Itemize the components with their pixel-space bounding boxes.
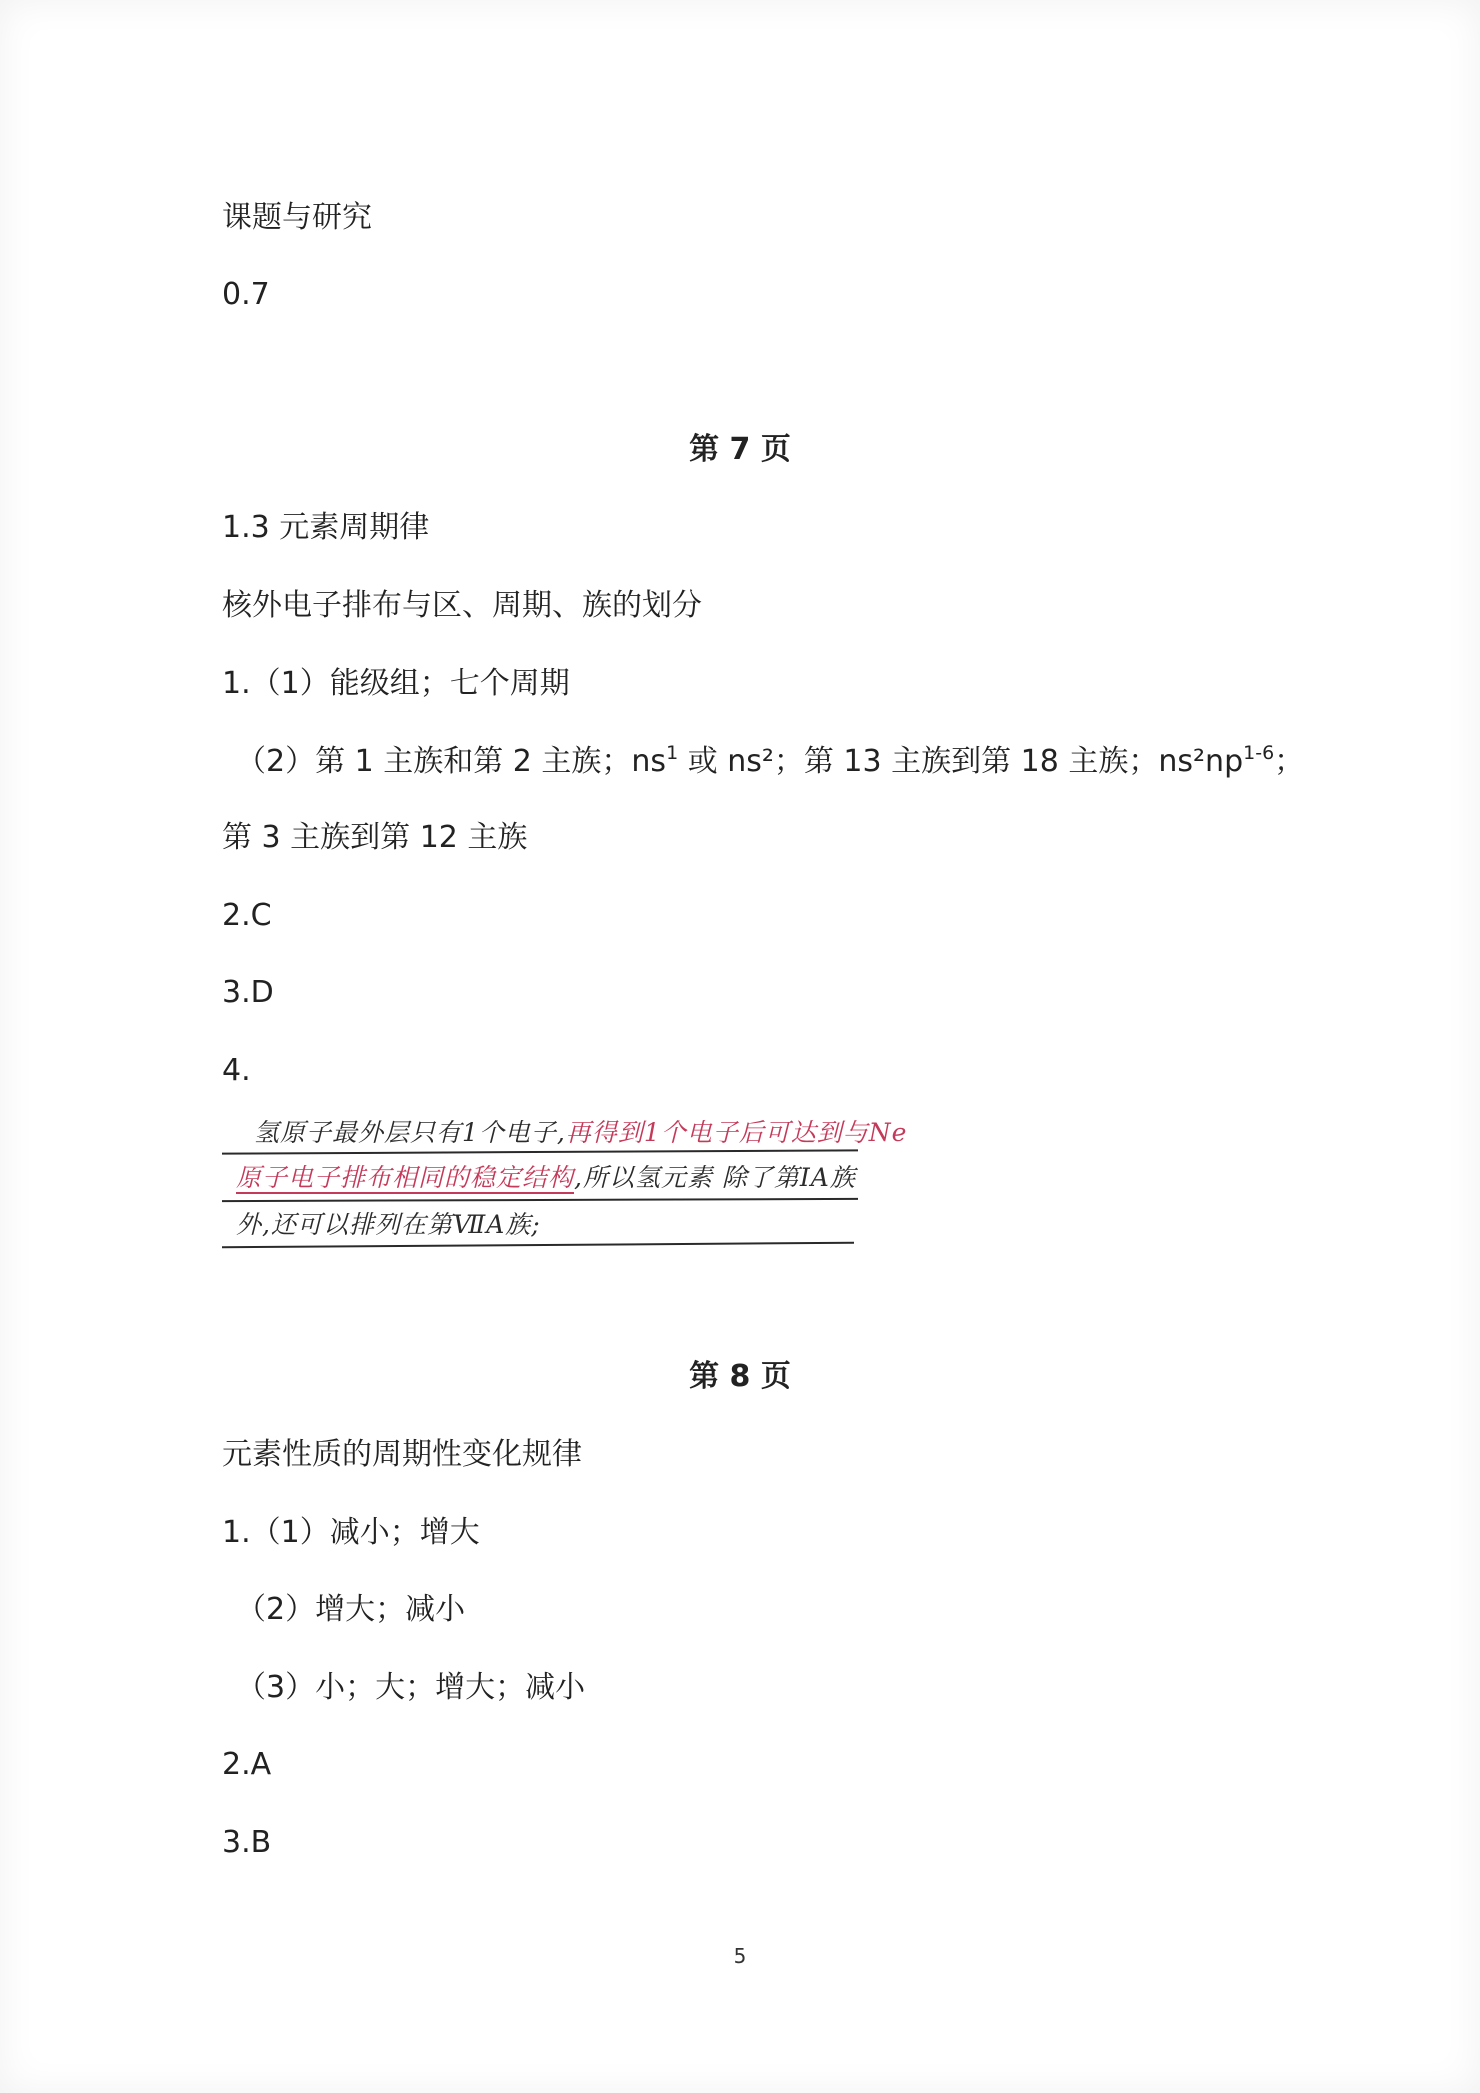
- q1-2-text-c: ；: [1274, 744, 1305, 779]
- handwriting-line-1: [254, 1113, 907, 1149]
- topic-line: 课题与研究: [222, 200, 372, 235]
- section-title: 1.3 元素周期律: [222, 510, 430, 545]
- p8-question-1-part-3: （3）小；大；增大；减小: [236, 1670, 586, 1705]
- q1-2-text-a: （2）第 1 主族和第 2 主族；ns: [236, 744, 667, 779]
- hw-line-1-red: 再得到1个电子后可达到与Ne: [565, 1118, 908, 1147]
- page-7-heading: 第 7 页: [689, 432, 791, 467]
- hw-line-2-red: 原子电子排布相同的稳定结构: [236, 1163, 575, 1192]
- question-1-part-3: 第 3 主族到第 12 主族: [222, 820, 528, 855]
- question-1-part-2: [236, 742, 1304, 785]
- question-1-part-1: 1.（1）能级组；七个周期: [222, 666, 570, 701]
- question-2-answer: 2.C: [222, 898, 272, 933]
- subsection-title-2: 元素性质的周期性变化规律: [222, 1437, 582, 1472]
- p8-question-1-part-2: （2）增大；减小: [236, 1592, 466, 1627]
- q1-2-superscript-1: 1: [666, 742, 679, 764]
- ruled-line-1: [222, 1149, 858, 1154]
- p8-question-2-answer: 2.A: [222, 1747, 272, 1782]
- page-8-heading: 第 8 页: [689, 1359, 791, 1394]
- handwriting-line-3: 外,还可以排列在第ⅦA族;: [236, 1210, 541, 1239]
- question-4-label: 4.: [222, 1053, 251, 1088]
- subsection-title: 核外电子排布与区、周期、族的划分: [222, 588, 702, 623]
- p8-question-1-part-1: 1.（1）减小；增大: [222, 1515, 480, 1550]
- q1-2-text-b: 或 ns²；第 13 主族到第 18 主族；ns²np: [678, 744, 1244, 779]
- handwriting-line-2: [236, 1158, 856, 1194]
- page-number: 5: [733, 1944, 747, 1968]
- handwritten-answer: [222, 1105, 908, 1255]
- hw-line-1-dark: 氢原子最外层只有1个电子,: [254, 1118, 566, 1147]
- hw-line-2-dark: ,所以氢元素 除了第ⅠA族: [574, 1163, 856, 1192]
- p8-question-3-answer: 3.B: [222, 1825, 272, 1860]
- question-3-answer: 3.D: [222, 975, 274, 1010]
- ruled-line-3: [222, 1242, 854, 1248]
- ruled-line-2: [222, 1198, 858, 1202]
- answer-line: 0.7: [222, 277, 270, 312]
- q1-2-superscript-2: 1-6: [1243, 742, 1275, 764]
